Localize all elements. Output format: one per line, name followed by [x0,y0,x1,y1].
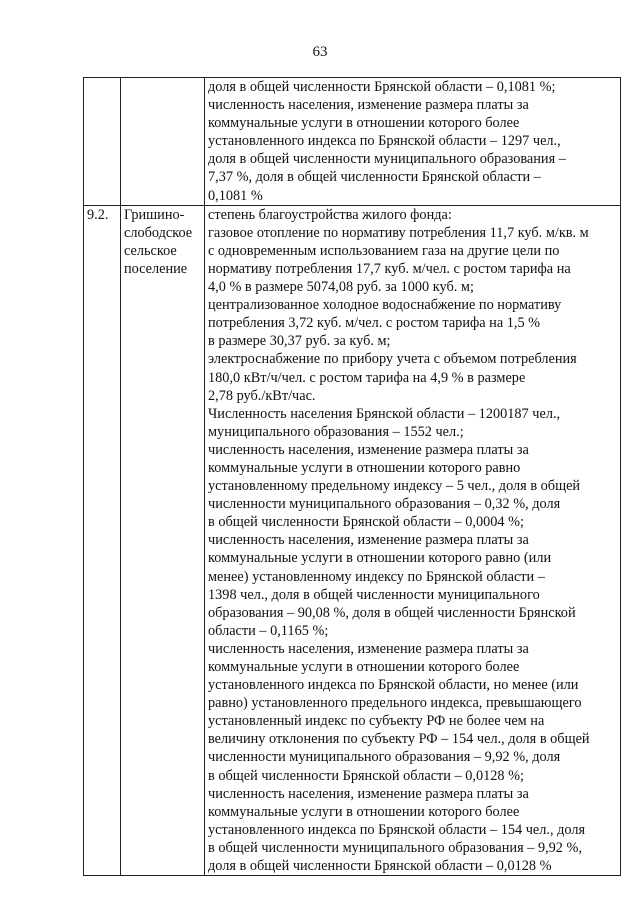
text-line: установленного индекса по Брянской области – 154 чел., доля [208,821,586,838]
text-line: численность населения, изменение размера платы за [208,441,529,458]
text-line: численность населения, изменение размера платы за [208,97,529,114]
text-line: с одновременным использованием газа на другие цели по [208,242,560,259]
text-line: в общей численности Брянской области – 0,0004 %; [208,514,525,531]
settlement-name-cell [121,78,205,206]
text-line: установленного индекса по Брянской области – 1297 чел., [208,133,561,150]
settlement-name-line: слободское [124,224,193,241]
settlement-name-cell [121,205,205,875]
text-line: установленного индекса по Брянской области, но менее (или [208,677,579,694]
text-line: образования – 90,08 %, доля в общей численности Брянской [208,604,576,621]
text-line: 2,78 руб./кВт/час. [208,387,316,404]
text-line: коммунальные услуги в отношении которого более [208,115,520,132]
settlement-name-line: Гришино- [124,206,185,223]
description-cell [205,78,621,206]
text-line: численность населения, изменение размера платы за [208,532,529,549]
text-line: равно) установленного предельного индекса, превышающего [208,695,582,712]
text-line: 1398 чел., доля в общей численности муниципального [208,586,540,603]
text-line: коммунальные услуги в отношении которого более [208,803,520,820]
text-line: потребления 3,72 куб. м/чел. с ростом тарифа на 1,5 % [208,315,541,332]
text-line: в общей численности муниципального образования – 9,92 %, [208,839,583,856]
text-line: численность населения, изменение размера платы за [208,640,529,657]
table-row-continuation [84,78,621,206]
page-number: 63 [312,44,328,60]
text-line: численность населения, изменение размера платы за [208,785,529,802]
text-line: нормативу потребления 17,7 куб. м/чел. с ростом тарифа на [208,260,571,277]
text-line: установленный индекс по субъекту РФ не более чем на [208,713,545,730]
text-line: в общей численности Брянской области – 0,0128 %; [208,767,525,784]
text-line: степень благоустройства жилого фонда: [208,206,452,223]
text-line: 0,1081 % [208,187,263,204]
text-line: в размере 30,37 руб. за куб. м; [208,333,391,350]
text-line: доля в общей численности муниципального образования – [208,151,566,168]
text-line: электроснабжение по прибору учета с объемом потребления [208,351,577,368]
text-line: коммунальные услуги в отношении которого равно (или [208,550,552,567]
text-line: коммунальные услуги в отношении которого равно [208,459,521,476]
row-number-cell [84,78,121,206]
text-line: 180,0 кВт/ч/чел. с ростом тарифа на 4,9 % в размере [208,369,526,386]
settlement-name-line: поселение [124,260,188,277]
text-line: численности муниципального образования – 9,92 %, доля [208,749,561,766]
text-line: газовое отопление по нормативу потребления 11,7 куб. м/кв. м [208,224,589,241]
document-table [83,77,621,876]
row-number-cell: 9.2. [84,205,121,875]
text-line: 4,0 % в размере 5074,08 руб. за 1000 куб. м; [208,279,474,296]
description-cell [205,205,621,875]
text-line: области – 0,1165 %; [208,622,329,639]
text-line: муниципального образования – 1552 чел.; [208,423,464,440]
text-line: централизованное холодное водоснабжение по нормативу [208,297,562,314]
text-line: доля в общей численности Брянской области – 0,1081 %; [208,79,556,95]
text-line: коммунальные услуги в отношении которого более [208,659,520,675]
text-line: доля в общей численности Брянской области – 0,0128 % [208,858,552,875]
text-line: установленному предельному индексу – 5 чел., доля в общей [208,478,581,495]
table-row-9-2 [84,205,621,875]
text-line: менее) установленному индексу по Брянской области – [208,568,545,585]
text-line: величину отклонения по субъекту РФ – 154 чел., доля в общей [208,731,590,748]
text-line: численности муниципального образования – 0,32 %, доля [208,496,561,513]
text-line: 7,37 %, доля в общей численности Брянской области – [208,169,541,186]
text-line: Численность населения Брянской области – 1200187 чел., [208,405,561,422]
settlement-name-line: сельское [124,242,177,259]
